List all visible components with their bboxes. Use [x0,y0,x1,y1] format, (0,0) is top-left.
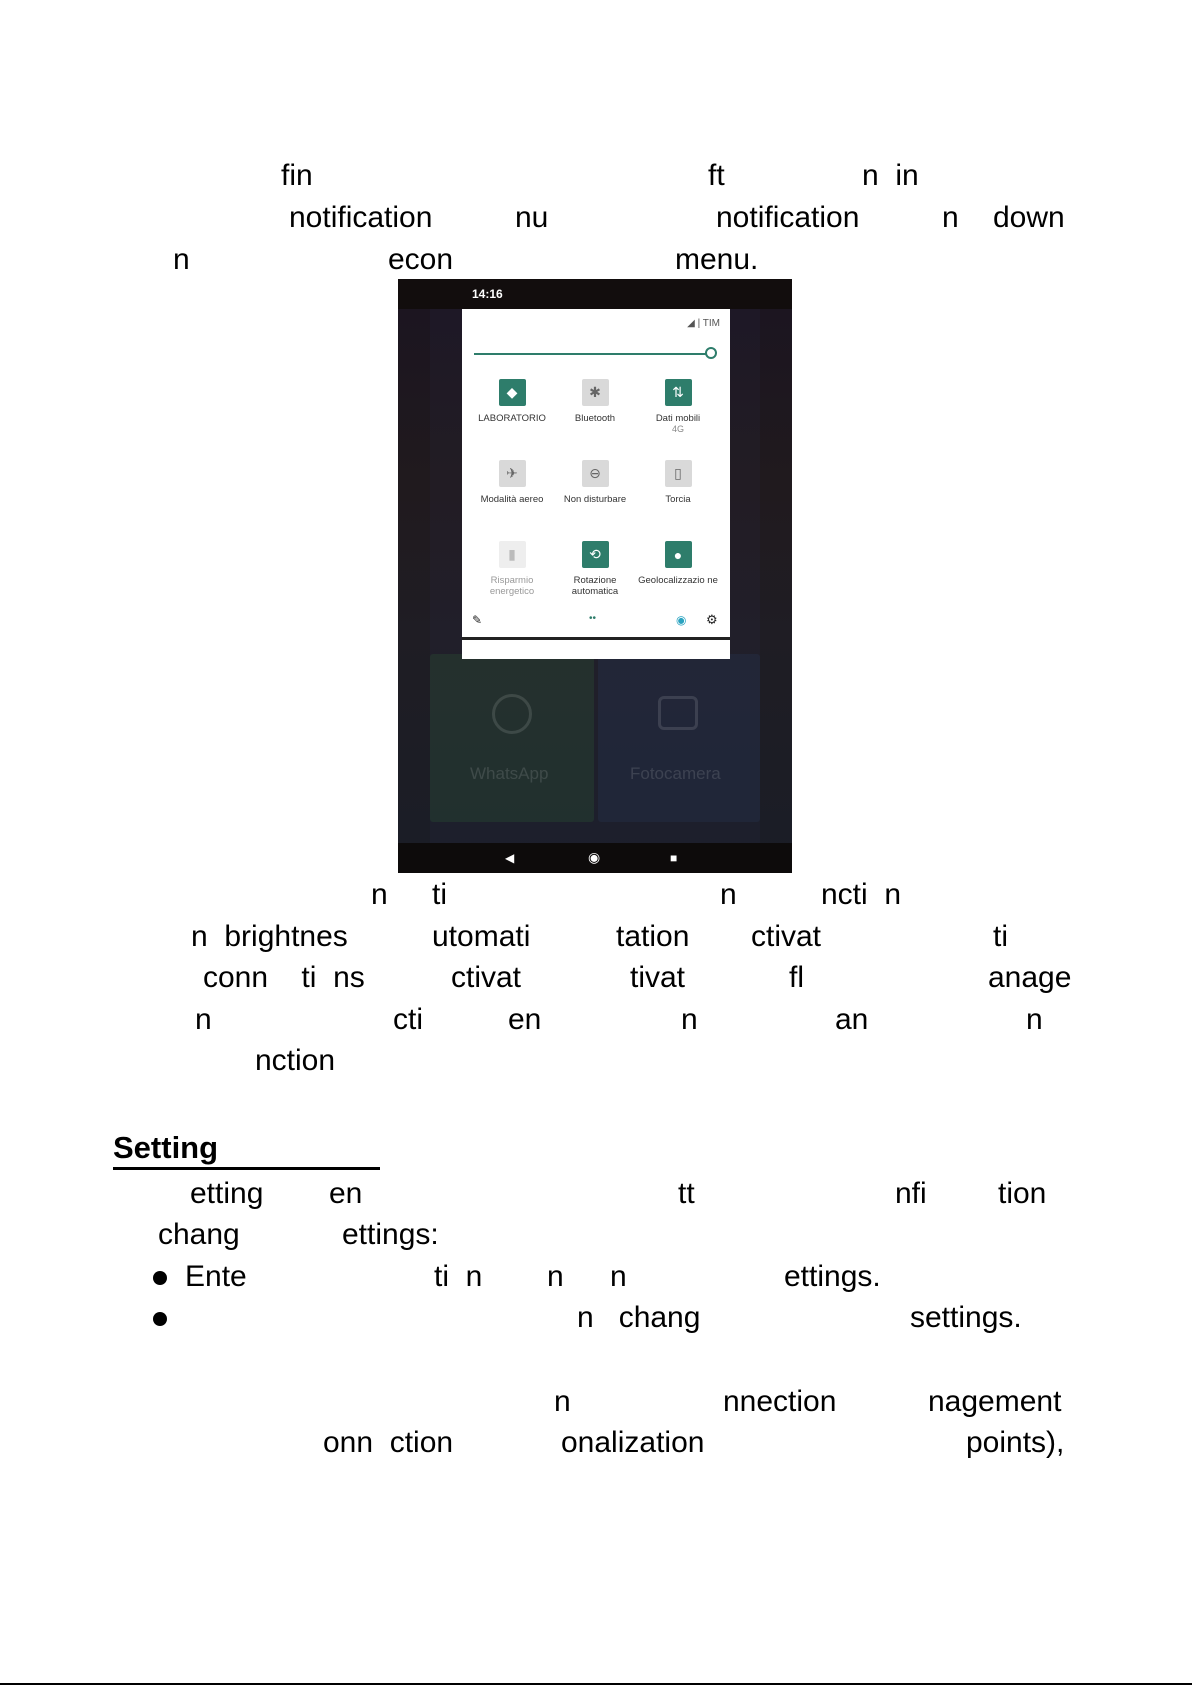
text-fragment: settings. [910,1301,1022,1334]
text-fragment: n [1026,1003,1043,1036]
text-fragment: n [371,878,388,911]
home-icon[interactable]: ◉ [588,849,601,865]
whatsapp-icon [492,694,532,734]
text-fragment: n brightnes [191,920,348,953]
tile-auto-rotate[interactable] [554,541,636,597]
text-fragment: ettings: [342,1218,439,1251]
text-fragment: utomati [432,920,531,953]
text-fragment: ncti n [821,878,902,911]
navigation-bar [398,843,792,873]
text-fragment: an [835,1003,869,1036]
text-fragment: n [681,1003,698,1036]
text-fragment: tation [616,920,690,953]
text-fragment: econ [388,243,454,276]
tile-label: LABORATORIO [478,413,546,424]
text-fragment: n [547,1260,564,1293]
text-fragment: nction [255,1044,336,1077]
text-fragment: n [942,201,959,234]
location-icon: ● [665,541,692,568]
camera-icon [658,696,698,730]
tile-mobile-data[interactable] [637,379,719,435]
do-not-disturb-icon: ⊖ [582,460,609,487]
text-fragment: ft [708,159,725,192]
tile-battery-saver[interactable] [471,541,553,597]
page-indicator: •• [589,613,597,624]
text-fragment: tion [998,1177,1047,1210]
text-fragment: nnection [723,1385,837,1418]
text-fragment: n [720,878,737,911]
text-fragment: anage [988,961,1072,994]
text-fragment: conn ti ns [203,961,365,994]
text-fragment: onn ction [323,1426,454,1459]
bullet-marker [153,1312,167,1326]
battery-saver-icon: ▮ [499,541,526,568]
text-fragment: n [610,1260,627,1293]
whatsapp-label: WhatsApp [470,764,549,783]
text-fragment: chang [158,1218,240,1251]
tile-wifi[interactable] [471,379,553,424]
carrier-name: TIM [702,318,720,329]
tile-label: Torcia [665,494,691,505]
airplane-icon: ✈ [499,460,526,487]
text-fragment: n [173,243,190,276]
edit-icon[interactable]: ✎ [472,613,483,627]
text-fragment: nu [515,201,549,234]
flashlight-icon: ▯ [665,460,692,487]
tile-label: Geolocalizzazio ne [638,575,718,586]
whatsapp-tile[interactable] [430,654,594,822]
bullet-marker [153,1271,167,1285]
text-fragment: etting [190,1177,264,1210]
text-fragment: fl [789,961,804,994]
text-fragment: en [329,1177,363,1210]
text-fragment: ettings. [784,1260,881,1293]
quick-settings-footer [462,611,730,635]
tile-flashlight[interactable] [637,460,719,505]
section-heading: Setting [113,1130,380,1170]
text-fragment: ctivat [451,961,522,994]
text-fragment: tivat [630,961,686,994]
text-fragment: nagement [928,1385,1062,1418]
camera-label: Fotocamera [630,764,721,783]
text-fragment: down [993,201,1065,234]
text-fragment: ctivat [751,920,822,953]
tile-label: Modalità aereo [480,494,544,505]
auto-rotate-icon: ⟲ [582,541,609,568]
notification-strip [462,640,730,659]
text-fragment: tt [678,1177,695,1210]
text-fragment: notification [716,201,860,234]
wifi-icon: ◆ [499,379,526,406]
tile-label: Rotazione automatica [571,575,619,597]
text-fragment: Ente [185,1260,247,1293]
tile-label: Dati mobili [655,413,701,424]
bluetooth-icon: ✱ [582,379,609,406]
camera-tile[interactable] [598,654,760,822]
text-fragment: cti [393,1003,423,1036]
recents-icon[interactable]: ■ [670,851,678,865]
tile-do-not-disturb[interactable] [554,460,636,505]
text-fragment: ti n [434,1260,483,1293]
tile-label: Risparmio energetico [489,575,535,597]
user-icon[interactable]: ◉ [676,613,687,627]
carrier-label: ◢ | TIM [687,318,720,329]
text-fragment: notification [289,201,433,234]
text-fragment: ti [993,920,1008,953]
back-icon[interactable]: ◀ [505,851,515,865]
tile-airplane[interactable] [471,460,553,505]
tile-label: Non disturbare [563,494,627,505]
text-fragment: n [554,1385,571,1418]
text-fragment: onalization [561,1426,705,1459]
phone-screenshot [398,279,792,873]
text-fragment: n in [862,159,919,192]
settings-gear-icon[interactable]: ⚙ [706,612,718,627]
text-fragment: points), [966,1426,1065,1459]
brightness-slider[interactable] [474,353,710,355]
status-time: 14:16 [472,287,503,301]
mobile-data-icon: ⇅ [665,379,692,406]
status-bar [398,279,792,309]
text-fragment: n [195,1003,212,1036]
tile-location[interactable] [637,541,719,586]
text-fragment: en [508,1003,542,1036]
tile-sublabel: 4G [671,424,684,434]
tile-label: Bluetooth [574,413,616,424]
text-fragment: nfi [895,1177,927,1210]
text-fragment: n chang [577,1301,701,1334]
text-fragment: fin [281,159,313,192]
text-fragment: ti [432,878,447,911]
brightness-thumb[interactable] [705,347,717,359]
quick-settings-panel [462,309,730,637]
text-fragment: menu. [675,243,759,276]
tile-bluetooth[interactable] [554,379,636,424]
